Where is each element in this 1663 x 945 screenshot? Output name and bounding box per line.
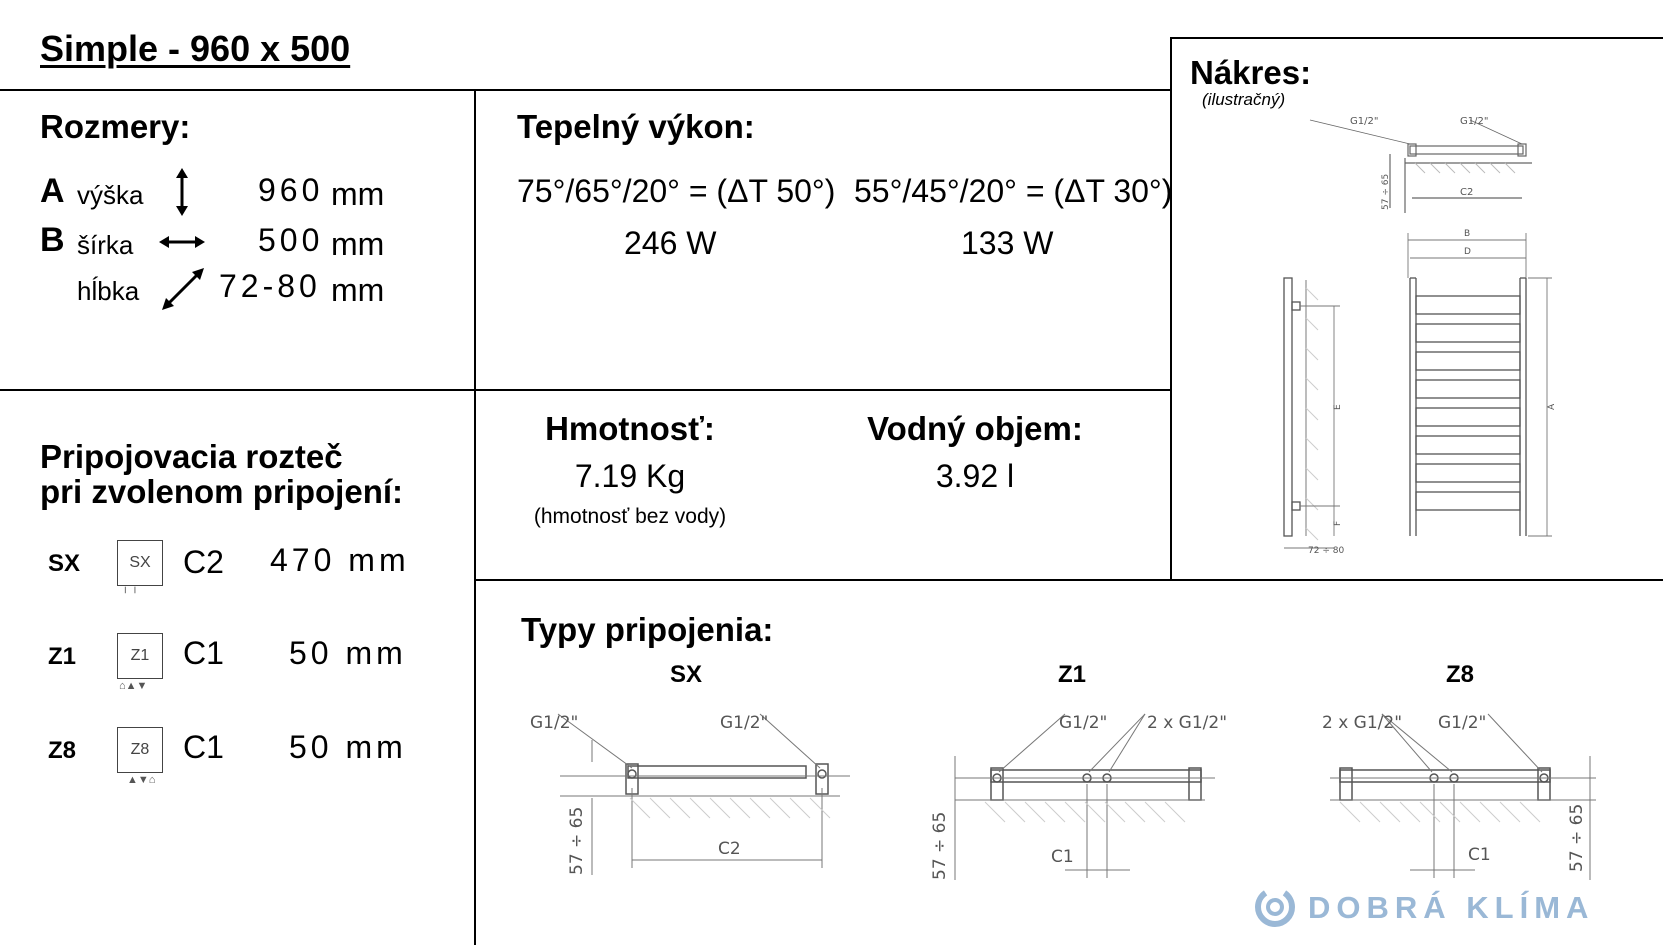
horizontal-arrow-icon	[159, 232, 205, 252]
label-e: E	[1333, 404, 1343, 410]
connection-z1-icon: Z1	[117, 633, 163, 679]
label-g1-right: G1/2"	[1460, 116, 1489, 127]
nakres-subtitle: (ilustračný)	[1202, 90, 1286, 109]
tepelny-col2-value: 133 W	[961, 225, 1054, 261]
divider-nakres-left	[1170, 37, 1172, 579]
connection-code: Z8	[48, 737, 77, 764]
objem-heading: Vodný objem:	[867, 410, 1083, 447]
dimension-unit: mm	[331, 176, 385, 212]
typy-heading: Typy pripojenia:	[521, 611, 774, 648]
label-depth: 72 ÷ 80	[1308, 546, 1345, 556]
tepelny-col1-label: 75°/65°/20° = (ΔT 50°)	[517, 173, 836, 209]
divider-col	[474, 89, 476, 945]
connection-value: 470 mm	[270, 542, 410, 578]
connection-marks: ⌂▲▼	[119, 680, 148, 692]
diagram-sx-drawing	[520, 700, 860, 890]
tepelny-heading: Tepelný výkon:	[517, 108, 755, 145]
side-view	[1284, 278, 1306, 536]
label-right: 2 x G1/2"	[1147, 713, 1228, 733]
dimension-unit: mm	[331, 226, 385, 262]
connection-sx-icon: SX	[117, 540, 163, 586]
label-right: G1/2"	[1438, 713, 1487, 733]
label-bottom: C2	[718, 839, 741, 859]
connection-c: C1	[183, 635, 224, 671]
tepelny-col1-value: 246 W	[624, 225, 717, 261]
label-bottom: C1	[1051, 847, 1074, 867]
objem-value: 3.92 l	[935, 458, 1015, 494]
hmotnost-note: (hmotnosť bez vody)	[533, 505, 727, 528]
hmotnost-heading: Hmotnosť:	[545, 410, 715, 447]
tepelny-col2-label: 55°/45°/20° = (ΔT 30°)	[854, 173, 1173, 209]
hmotnost-value: 7.19 Kg	[574, 458, 686, 494]
connection-c: C1	[183, 729, 224, 765]
brand-name: DOBRÁ KLÍMA	[1308, 890, 1595, 925]
page-title: Simple - 960 x 500	[40, 28, 351, 69]
vertical-arrow-icon	[172, 168, 192, 216]
pripojovacia-heading-2: pri zvolenom pripojení:	[40, 473, 404, 510]
divider-lower	[474, 579, 1663, 581]
label-left: G1/2"	[530, 713, 579, 733]
label-b: B	[1464, 229, 1471, 239]
label-bottom: C1	[1468, 845, 1491, 865]
diagram-title: Z8	[1445, 661, 1474, 688]
connection-marks: ╵ ╵	[122, 588, 139, 600]
connection-value: 50 mm	[289, 729, 407, 765]
label-side: 57 ÷ 65	[1381, 173, 1391, 210]
rozmery-heading: Rozmery:	[40, 108, 191, 145]
connection-value: 50 mm	[289, 635, 407, 671]
dimension-value: 960	[258, 172, 324, 208]
front-view	[1410, 278, 1526, 536]
diagonal-arrow-icon	[162, 268, 204, 310]
divider-top	[0, 89, 1170, 91]
label-d: D	[1464, 247, 1471, 257]
label-side: 57 ÷ 65	[567, 806, 587, 875]
dimension-letter: B	[40, 221, 65, 259]
label-side: 57 ÷ 65	[930, 811, 950, 880]
brand-logo-icon	[1253, 885, 1297, 929]
connection-z8-icon: Z8	[117, 727, 163, 773]
label-a: A	[1547, 403, 1557, 410]
dimension-label: šírka	[77, 230, 134, 260]
dimension-unit: mm	[331, 272, 385, 308]
diagram-z1-drawing	[925, 700, 1235, 890]
label-g1-left: G1/2"	[1350, 116, 1379, 127]
radiator-technical-drawing	[1270, 108, 1560, 568]
diagram-z8-drawing	[1300, 700, 1620, 890]
connection-code: Z1	[48, 643, 77, 670]
dimension-value: 72-80	[219, 268, 321, 304]
connection-marks: ▲▼⌂	[127, 774, 156, 786]
label-right: G1/2"	[720, 713, 769, 733]
dimension-value: 500	[258, 222, 324, 258]
connection-c: C2	[183, 544, 224, 580]
connection-code: SX	[48, 550, 81, 577]
label-f: F	[1333, 520, 1343, 526]
nakres-heading: Nákres:	[1190, 54, 1312, 91]
label-left: G1/2"	[1059, 713, 1108, 733]
divider-nakres-top	[1170, 37, 1663, 39]
dimension-label: výška	[77, 180, 144, 210]
pripojovacia-heading-1: Pripojovacia rozteč	[40, 438, 343, 475]
dimension-letter: A	[40, 172, 65, 210]
diagram-title: SX	[669, 661, 702, 688]
label-c2: C2	[1460, 187, 1474, 198]
divider-mid	[0, 389, 1170, 391]
dimension-label: hĺbka	[77, 276, 140, 306]
diagram-title: Z1	[1057, 661, 1086, 688]
label-side: 57 ÷ 65	[1567, 803, 1587, 872]
top-view	[1310, 120, 1532, 213]
label-left: 2 x G1/2"	[1322, 713, 1403, 733]
